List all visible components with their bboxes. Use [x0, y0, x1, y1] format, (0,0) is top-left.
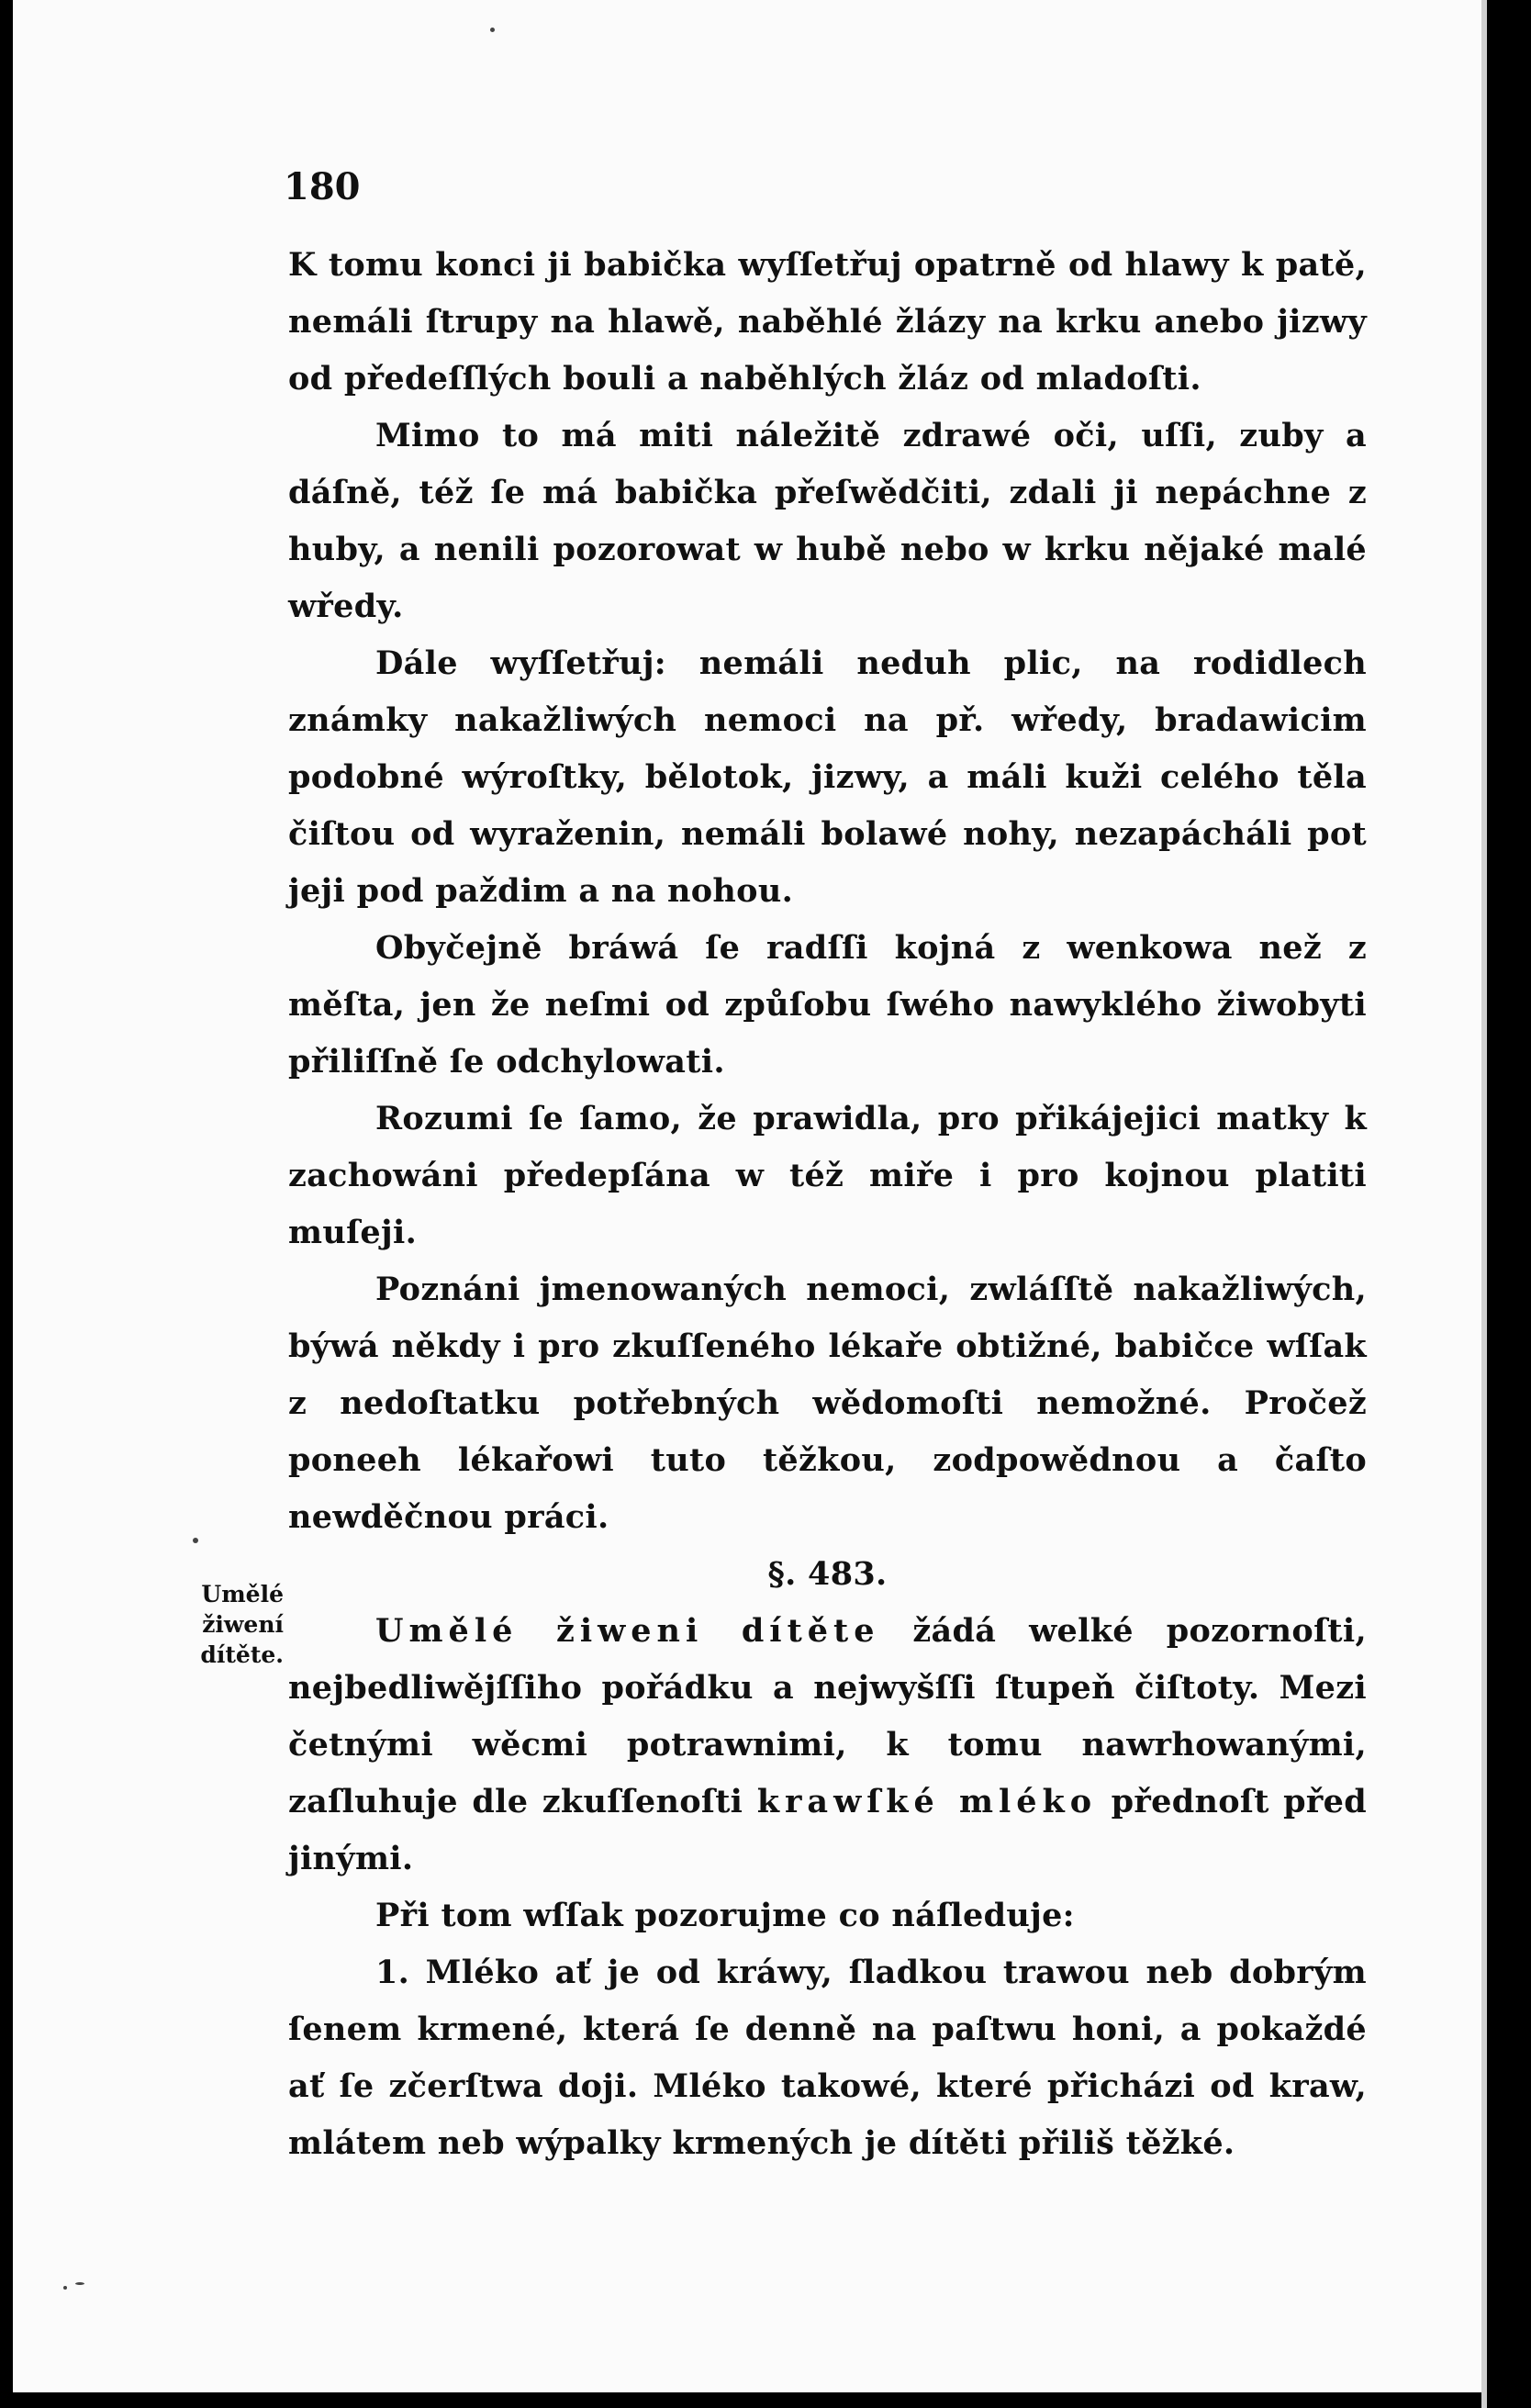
section-paragraph — [288, 1603, 1367, 1887]
page-number: 180 — [284, 165, 361, 208]
paragraph: Obyčejně bráwá ſe radſſi kojná z wenkowa než z měſta, jen že neſmi od způſobu ſwého nawyklého žiwobyti přiliſſně ſe odchylowati. — [288, 929, 1367, 1081]
body-text — [288, 237, 1367, 2172]
paper-speck — [193, 1538, 198, 1543]
paragraph: K tomu konci ji babička wyſſetřuj opatrně od hlawy k patě, nemáli ſtrupy na hlawě, naběhlé žlázy na krku anebo jizwy od předeſſlých bouli a naběhlých žláz od mladoſti. — [288, 246, 1367, 398]
paragraph: Rozumi ſe ſamo, že prawidla, pro přikájejici matky k zachowáni předepſána w též miře i pro kojnou platiti muſeji. — [288, 1100, 1367, 1251]
paragraph: Dále wyſſetřuj: nemáli neduh plic, na rodidlech známky nakažliwých nemoci na př. wředy, bradawicim podobné wýroſtky, bělotok, jizwy, a máli kuži celého těla čiſtou od wyraženin, nemáli bolawé nohy, nezapácháli pot jeji pod paždim a na nohou. — [288, 644, 1367, 910]
paragraph: Při tom wſſak pozorujme co náſleduje: — [375, 1897, 1075, 1934]
paragraph: Mimo to má miti náležitě zdrawé oči, uſſi, zuby a dáſně, též ſe má babička přeſwědčiti, zdali ji nepáchne z huby, a nenili pozorowat w hubě nebo w krku nějaké malé wředy. — [288, 417, 1367, 625]
emphasis-text: krawſké mléko — [756, 1783, 1098, 1820]
book-page — [13, 0, 1481, 2392]
paper-speck — [63, 2286, 67, 2290]
marginal-note: Umělé žiwení dítěte. — [200, 1581, 284, 1668]
section-lead: Umělé žiweni dítěte — [375, 1612, 880, 1650]
section-heading: §. 483. — [767, 1555, 888, 1593]
paper-speck — [490, 28, 495, 32]
section-text-part: žádá welké pozornoſti, nejbedliwějſſiho pořádku a nejwyšſſi ſtupeň čiſtoty. Mezi četnými wěcmi potrawnimi, k tomu nawrhowanými, zaſluhuje dle zkuſſenoſti — [288, 1612, 1367, 1820]
section-text-part: přednoſt před jinými. — [288, 1783, 1367, 1877]
paper-speck — [75, 2282, 84, 2285]
paragraph: 1. Mléko ať je od kráwy, ſladkou trawou neb dobrým ſenem krmené, která ſe denně na paſtwu honi, a pokaždé ať ſe zčerſtwa doji. Mléko takowé, které přicházi od kraw, mlátem neb wýpalky krmených je dítěti přiliš těžké. — [288, 1954, 1367, 2162]
scan-border — [1487, 0, 1531, 2408]
paragraph: Poznáni jmenowaných nemoci, zwláſſtě nakažliwých, býwá někdy i pro zkuſſeného lékaře obtižné, babičce wſſak z nedoſtatku potřebných wědomoſti nemožné. Pročež poneeh lékařowi tuto těžkou, zodpowědnou a čaſto newděčnou práci. — [288, 1271, 1367, 1536]
